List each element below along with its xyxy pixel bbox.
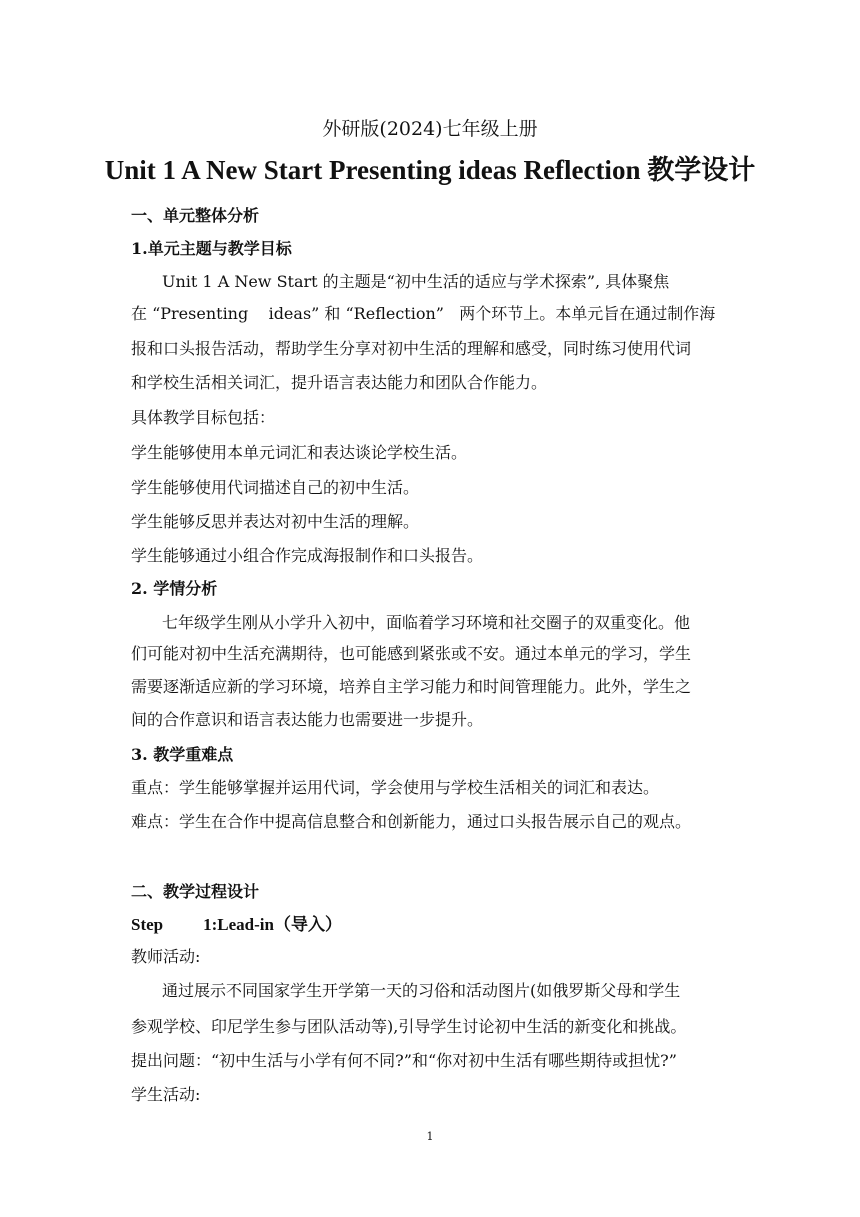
paragraph-line: 提出问题：“初中生活与小学有何不同?”和“你对初中生活有哪些期待或担忧?” — [131, 1051, 677, 1070]
step-title: 1:Lead-in（导入） — [203, 915, 342, 934]
key-point: 重点：学生能够掌握并运用代词，学会使用与学校生活相关的词汇和表达。 — [131, 778, 660, 797]
paragraph-line: 需要逐渐适应新的学习环境，培养自主学习能力和时间管理能力。此外，学生之 — [131, 677, 692, 696]
goal-item: 学生能够通过小组合作完成海报制作和口头报告。 — [131, 546, 484, 565]
teacher-activity-label: 教师活动: — [131, 947, 201, 966]
paragraph-line: 间的合作意识和语言表达能力也需要进一步提升。 — [131, 710, 484, 729]
step-label: Step — [131, 915, 164, 934]
paragraph-line: 通过展示不同国家学生开学第一天的习俗和活动图片(如俄罗斯父母和学生 — [162, 981, 681, 1000]
page-number: 1 — [426, 1130, 434, 1143]
difficult-point: 难点：学生在合作中提高信息整合和创新能力，通过口头报告展示自己的观点。 — [131, 812, 692, 831]
step-heading — [131, 910, 342, 935]
subsection-heading-3: 3. 教学重难点 — [131, 745, 234, 764]
paragraph-line: 参观学校、印尼学生参与团队活动等),引导学生讨论初中生活的新变化和挑战。 — [131, 1017, 687, 1036]
goal-item: 学生能够反思并表达对初中生活的理解。 — [131, 512, 420, 531]
paragraph-line: 七年级学生刚从小学升入初中，面临着学习环境和社交圈子的双重变化。他 — [162, 613, 691, 632]
paragraph-line: Unit 1 A New Start 的主题是“初中生活的适应与学术探索”, 具体聚焦 — [162, 272, 670, 291]
student-activity-label: 学生活动: — [131, 1085, 201, 1104]
paragraph-line: 报和口头报告活动，帮助学生分享对初中生活的理解和感受，同时练习使用代词 — [131, 339, 692, 358]
goals-intro: 具体教学目标包括： — [131, 408, 276, 427]
paragraph-line: 在 “Presenting ideas” 和 “Reflection” 两个环节上。本单元旨在通过制作海 — [131, 304, 716, 323]
document-subtitle: 外研版(2024)七年级上册 — [322, 118, 538, 140]
document-title: Unit 1 A New Start Presenting ideas Reflection 教学设计 — [104, 155, 756, 185]
goal-item: 学生能够使用代词描述自己的初中生活。 — [131, 478, 420, 497]
goal-item: 学生能够使用本单元词汇和表达谈论学校生活。 — [131, 443, 468, 462]
paragraph-line: 们可能对初中生活充满期待，也可能感到紧张或不安。通过本单元的学习，学生 — [131, 644, 692, 663]
paragraph-line: 和学校生活相关词汇，提升语言表达能力和团队合作能力。 — [131, 373, 548, 392]
subsection-heading-1: 1.单元主题与教学目标 — [131, 239, 292, 258]
subsection-heading-2: 2. 学情分析 — [131, 579, 218, 598]
section-heading-1: 一、单元整体分析 — [131, 206, 260, 225]
section-heading-2: 二、教学过程设计 — [131, 882, 260, 901]
